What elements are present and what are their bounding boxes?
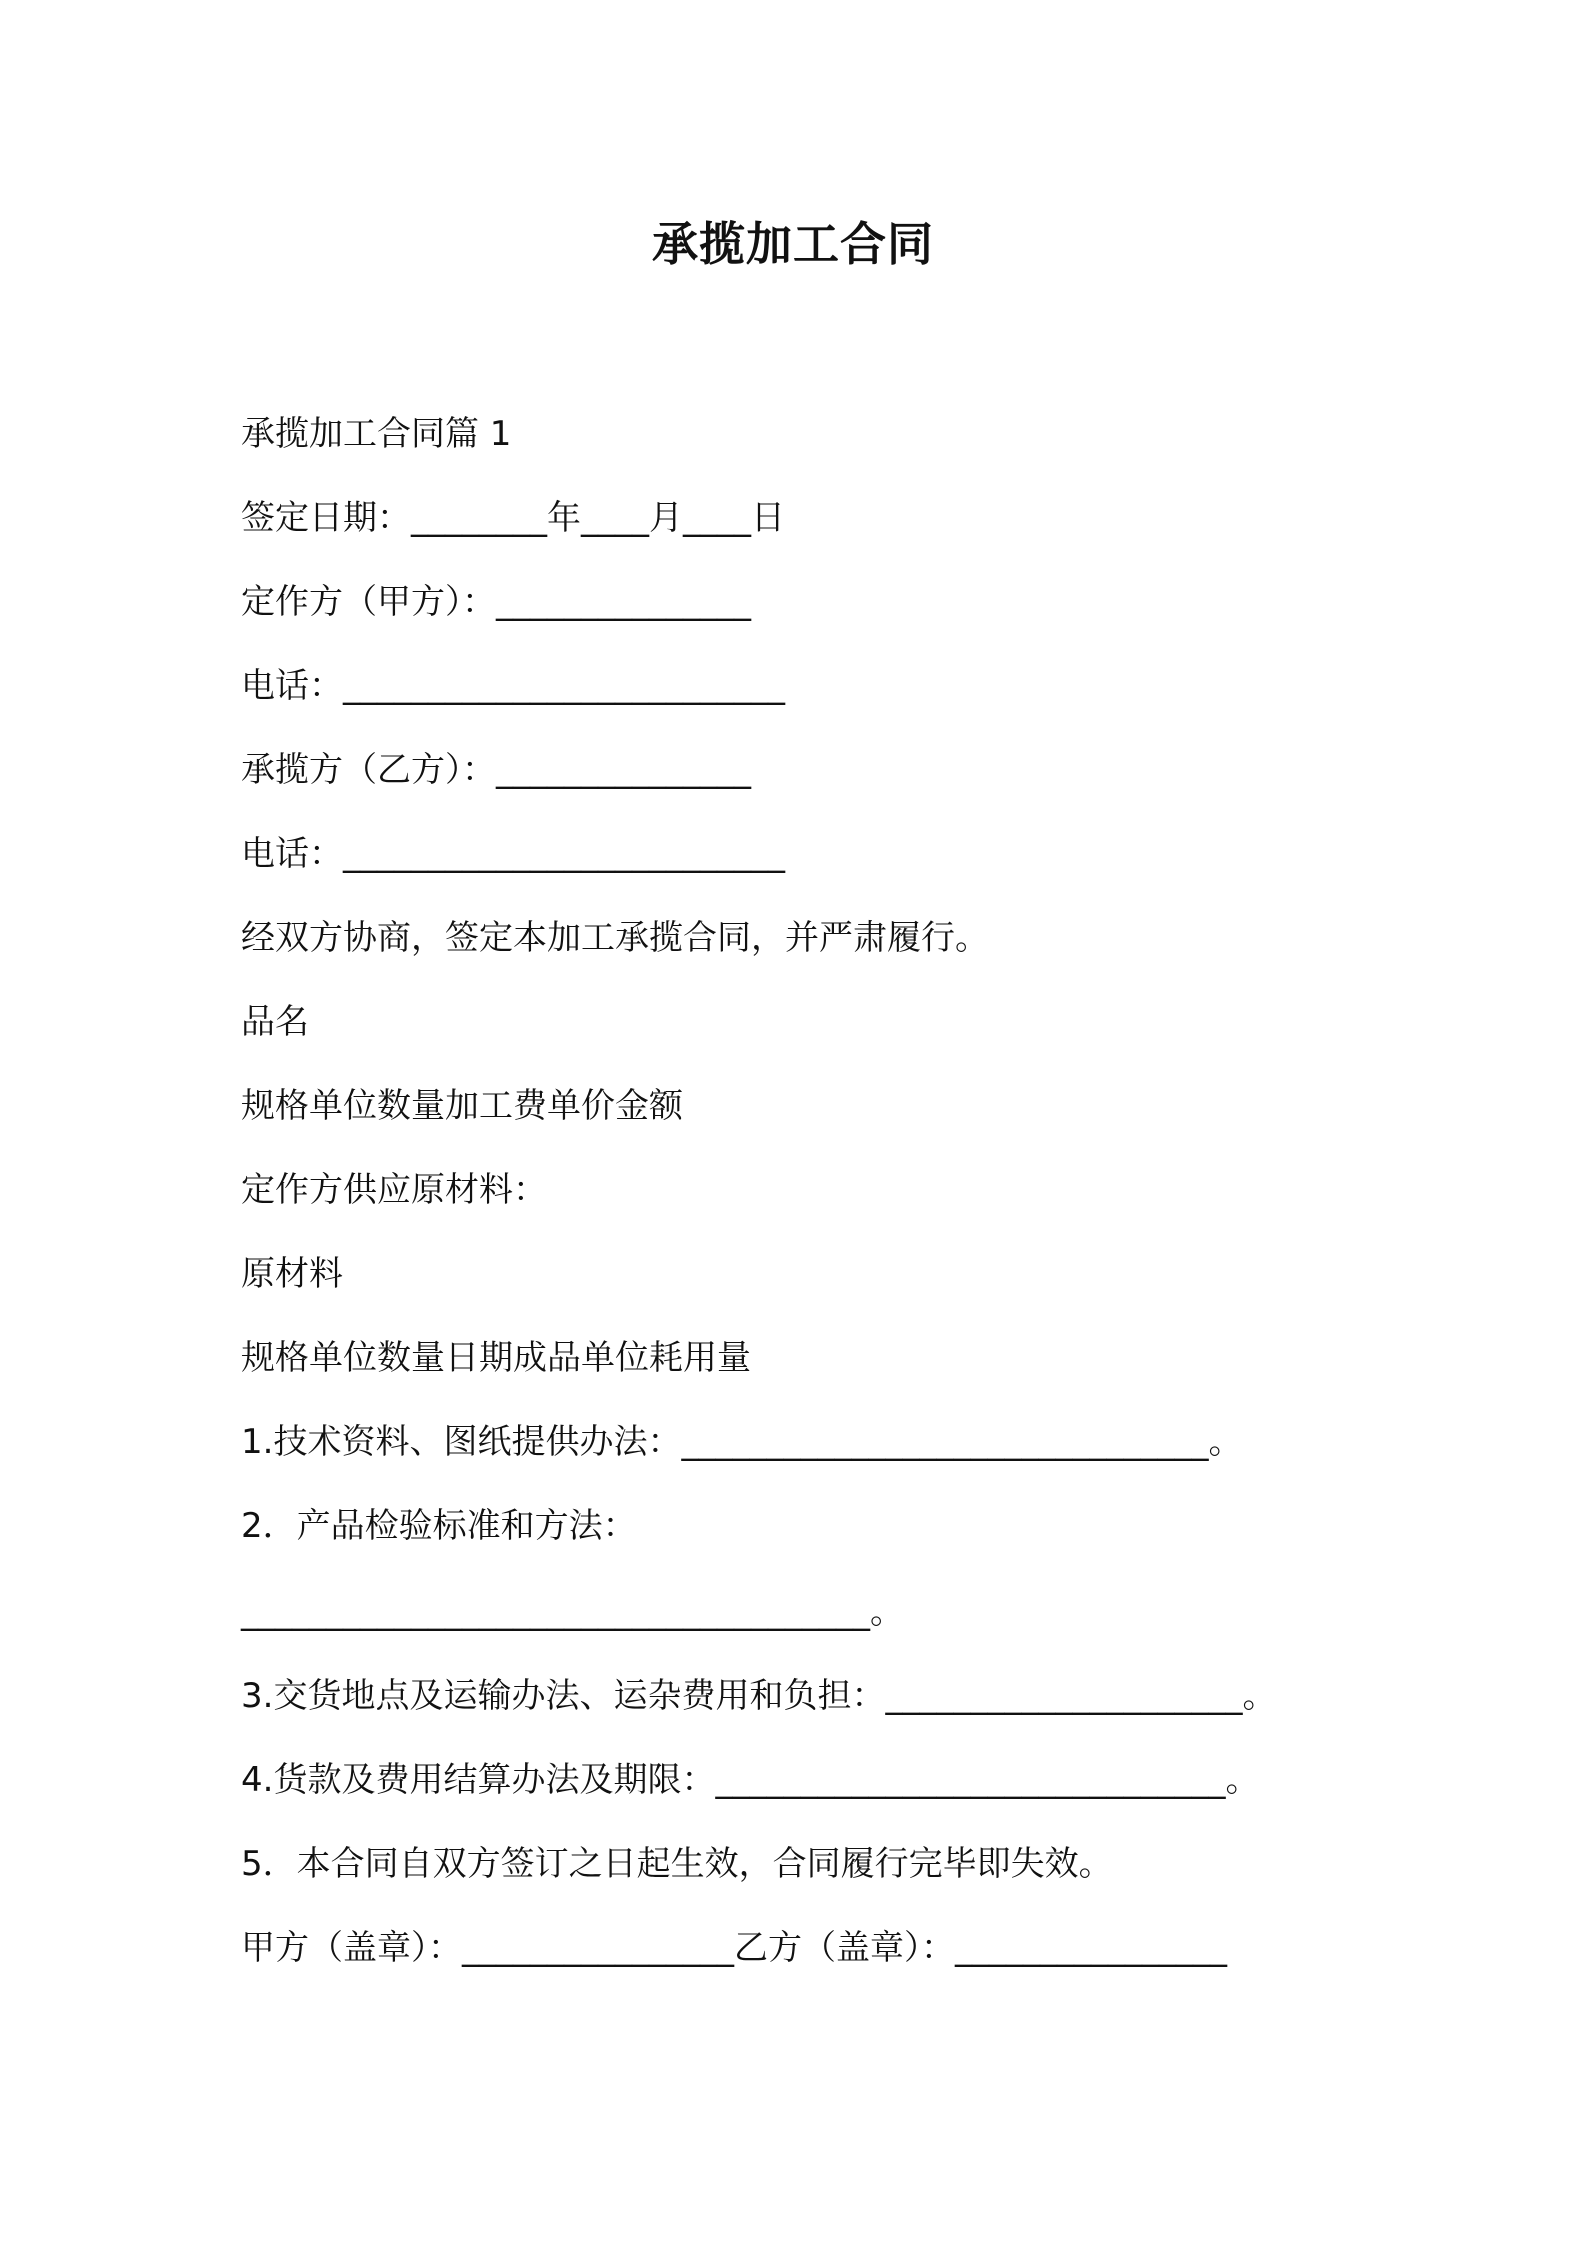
party-b-phone-line: 电话：__________________________ (241, 834, 785, 874)
signing-date-line: 签定日期：________年____月____日 (241, 498, 785, 538)
party-b-line: 承揽方（乙方）：_______________ (241, 750, 751, 790)
product-name-label: 品名 (241, 1002, 309, 1042)
party-a-line: 定作方（甲方）：_______________ (241, 582, 751, 622)
agreement-statement: 经双方协商，签定本加工承揽合同，并严肃履行。 (241, 918, 989, 958)
clause-5: 5．本合同自双方签订之日起生效，合同履行完毕即失效。 (241, 1844, 1113, 1884)
document-body (241, 410, 1401, 2008)
clause-1: 1.技术资料、图纸提供办法：_______________________________。 (241, 1422, 1243, 1462)
clause-4: 4.货款及费用结算办法及期限：______________________________。 (241, 1760, 1260, 1800)
signature-line: 甲方（盖章）：________________乙方（盖章）：________________ (241, 1928, 1227, 1968)
section-heading: 承揽加工合同篇 1 (241, 414, 512, 454)
document-title: 承揽加工合同 (652, 217, 934, 271)
clause-2: 2．产品检验标准和方法： (241, 1506, 637, 1546)
material-columns-label: 规格单位数量日期成品单位耗用量 (241, 1338, 751, 1378)
product-columns-label: 规格单位数量加工费单价金额 (241, 1086, 683, 1126)
party-a-phone-line: 电话：__________________________ (241, 666, 785, 706)
materials-supply-label: 定作方供应原材料： (241, 1170, 547, 1210)
clause-3: 3.交货地点及运输办法、运杂费用和负担：_____________________。 (241, 1676, 1277, 1716)
raw-material-label: 原材料 (241, 1254, 343, 1294)
clause-2-blank: _____________________________________。 (241, 1592, 904, 1632)
